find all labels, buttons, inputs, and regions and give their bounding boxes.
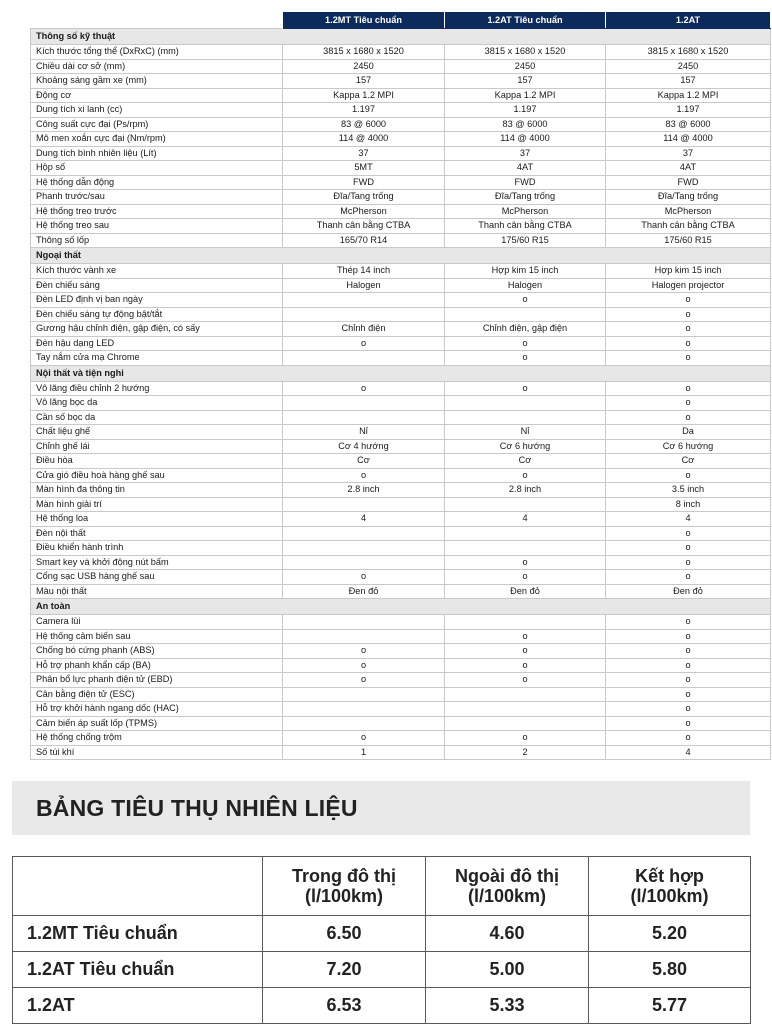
spec-value bbox=[283, 526, 445, 541]
spec-value bbox=[283, 555, 445, 570]
spec-value: 1 bbox=[283, 745, 445, 760]
spec-value: 165/70 R14 bbox=[283, 233, 445, 248]
spec-label: Số túi khí bbox=[31, 745, 283, 760]
spec-value: Cơ bbox=[445, 454, 606, 469]
spec-value bbox=[283, 497, 445, 512]
spec-value: Đen đỏ bbox=[283, 584, 445, 599]
section-header-row bbox=[31, 29, 771, 45]
spec-row bbox=[31, 336, 771, 351]
spec-label: Thông số lốp bbox=[31, 233, 283, 248]
spec-value: o bbox=[283, 658, 445, 673]
spec-value: o bbox=[445, 336, 606, 351]
spec-value: o bbox=[606, 322, 771, 337]
spec-value: o bbox=[606, 410, 771, 425]
spec-row bbox=[31, 658, 771, 673]
spec-row bbox=[31, 541, 771, 556]
spec-label: Hệ thống treo sau bbox=[31, 219, 283, 234]
spec-value: o bbox=[606, 658, 771, 673]
spec-value: Da bbox=[606, 425, 771, 440]
spec-value: 3.5 inch bbox=[606, 483, 771, 498]
fuel-row-label: 1.2AT bbox=[13, 988, 263, 1024]
spec-value bbox=[283, 293, 445, 308]
spec-value: Đĩa/Tang trống bbox=[606, 190, 771, 205]
spec-value: Chỉnh điện bbox=[283, 322, 445, 337]
spec-label: Dung tích xi lanh (cc) bbox=[31, 103, 283, 118]
spec-value bbox=[283, 702, 445, 717]
spec-label: Màu nội thất bbox=[31, 584, 283, 599]
spec-value: 37 bbox=[606, 146, 771, 161]
spec-value: o bbox=[283, 381, 445, 396]
spec-value bbox=[283, 396, 445, 411]
spec-header-col-1: 1.2MT Tiêu chuẩn bbox=[283, 13, 445, 29]
spec-value: o bbox=[606, 570, 771, 585]
spec-row bbox=[31, 264, 771, 279]
spec-value: Kappa 1.2 MPI bbox=[445, 88, 606, 103]
spec-label: Màn hình đa thông tin bbox=[31, 483, 283, 498]
spec-row bbox=[31, 161, 771, 176]
spec-value: McPherson bbox=[445, 204, 606, 219]
spec-value: 2.8 inch bbox=[283, 483, 445, 498]
spec-value: o bbox=[283, 731, 445, 746]
spec-value bbox=[445, 716, 606, 731]
spec-label: Tay nắm cửa mạ Chrome bbox=[31, 351, 283, 366]
fuel-header-combined-title: Kết hợp bbox=[635, 866, 704, 886]
section-header-row bbox=[31, 248, 771, 264]
spec-value: 157 bbox=[445, 74, 606, 89]
spec-row bbox=[31, 322, 771, 337]
spec-row bbox=[31, 351, 771, 366]
spec-value bbox=[445, 702, 606, 717]
spec-value: o bbox=[606, 381, 771, 396]
spec-label: Vô lăng điều chỉnh 2 hướng bbox=[31, 381, 283, 396]
spec-row bbox=[31, 745, 771, 760]
spec-value: 4 bbox=[606, 512, 771, 527]
spec-label: Gương hậu chỉnh điện, gập điện, có sấy bbox=[31, 322, 283, 337]
spec-value: Đĩa/Tang trống bbox=[283, 190, 445, 205]
fuel-value: 7.20 bbox=[263, 952, 426, 988]
section-title: Ngoại thất bbox=[31, 248, 771, 264]
spec-label: Hộp số bbox=[31, 161, 283, 176]
spec-value: 83 @ 6000 bbox=[283, 117, 445, 132]
spec-value bbox=[283, 307, 445, 322]
spec-row bbox=[31, 468, 771, 483]
fuel-header-combined-unit: (l/100km) bbox=[630, 886, 709, 906]
spec-table-header bbox=[31, 13, 771, 29]
spec-label: Khoảng sáng gầm xe (mm) bbox=[31, 74, 283, 89]
spec-row bbox=[31, 293, 771, 308]
spec-value bbox=[445, 497, 606, 512]
spec-value: 4 bbox=[283, 512, 445, 527]
spec-value: Hợp kim 15 inch bbox=[606, 264, 771, 279]
spec-label: Hệ thống treo trước bbox=[31, 204, 283, 219]
fuel-value: 6.53 bbox=[263, 988, 426, 1024]
spec-value: Kappa 1.2 MPI bbox=[606, 88, 771, 103]
fuel-header-extra-urban bbox=[426, 857, 589, 916]
spec-value: Thép 14 inch bbox=[283, 264, 445, 279]
fuel-header-combined bbox=[589, 857, 751, 916]
spec-row bbox=[31, 570, 771, 585]
fuel-banner bbox=[12, 781, 750, 835]
spec-value: o bbox=[606, 702, 771, 717]
spec-value: o bbox=[606, 716, 771, 731]
fuel-row bbox=[13, 916, 751, 952]
spec-value: Đen đỏ bbox=[445, 584, 606, 599]
section-header-row bbox=[31, 599, 771, 615]
fuel-value: 5.77 bbox=[589, 988, 751, 1024]
spec-row bbox=[31, 584, 771, 599]
spec-label: Chỉnh ghế lái bbox=[31, 439, 283, 454]
spec-value: 157 bbox=[606, 74, 771, 89]
spec-row bbox=[31, 555, 771, 570]
spec-value bbox=[445, 396, 606, 411]
spec-row bbox=[31, 644, 771, 659]
spec-value: 83 @ 6000 bbox=[606, 117, 771, 132]
fuel-value: 5.00 bbox=[426, 952, 589, 988]
spec-value bbox=[283, 615, 445, 630]
fuel-header-urban-title: Trong đô thị bbox=[292, 866, 396, 886]
spec-value: o bbox=[445, 629, 606, 644]
spec-value: 37 bbox=[283, 146, 445, 161]
fuel-header-urban-unit: (l/100km) bbox=[304, 886, 384, 906]
fuel-header-blank bbox=[13, 857, 263, 916]
spec-value: Halogen bbox=[283, 278, 445, 293]
spec-row bbox=[31, 483, 771, 498]
spec-value: McPherson bbox=[283, 204, 445, 219]
spec-value bbox=[283, 410, 445, 425]
fuel-value: 5.20 bbox=[589, 916, 751, 952]
spec-value: o bbox=[445, 731, 606, 746]
fuel-header-extra-urban-title: Ngoài đô thị bbox=[455, 866, 559, 886]
spec-value: 114 @ 4000 bbox=[606, 132, 771, 147]
spec-label: Vô lăng bọc da bbox=[31, 396, 283, 411]
spec-value: o bbox=[606, 644, 771, 659]
spec-value: Thanh cân bằng CTBA bbox=[606, 219, 771, 234]
spec-value: Kappa 1.2 MPI bbox=[283, 88, 445, 103]
spec-value: o bbox=[445, 673, 606, 688]
fuel-row bbox=[13, 952, 751, 988]
spec-value: o bbox=[606, 629, 771, 644]
spec-label: Smart key và khởi động nút bấm bbox=[31, 555, 283, 570]
spec-value: 37 bbox=[445, 146, 606, 161]
spec-value: 175/60 R15 bbox=[445, 233, 606, 248]
section-title: An toàn bbox=[31, 599, 771, 615]
spec-row bbox=[31, 396, 771, 411]
spec-value: Chỉnh điện, gập điện bbox=[445, 322, 606, 337]
spec-row bbox=[31, 673, 771, 688]
spec-label: Hệ thống chống trộm bbox=[31, 731, 283, 746]
fuel-table bbox=[12, 856, 751, 1024]
spec-label: Đèn LED định vị ban ngày bbox=[31, 293, 283, 308]
spec-value bbox=[445, 541, 606, 556]
spec-value: 1.197 bbox=[283, 103, 445, 118]
spec-value: FWD bbox=[606, 175, 771, 190]
spec-value: 5MT bbox=[283, 161, 445, 176]
spec-row bbox=[31, 454, 771, 469]
spec-label: Kích thước vành xe bbox=[31, 264, 283, 279]
spec-value: o bbox=[283, 468, 445, 483]
spec-label: Động cơ bbox=[31, 88, 283, 103]
fuel-row-label: 1.2MT Tiêu chuẩn bbox=[13, 916, 263, 952]
spec-row bbox=[31, 731, 771, 746]
spec-value: o bbox=[606, 526, 771, 541]
spec-value bbox=[283, 716, 445, 731]
spec-value: Hợp kim 15 inch bbox=[445, 264, 606, 279]
spec-label: Điều khiển hành trình bbox=[31, 541, 283, 556]
spec-value: 175/60 R15 bbox=[606, 233, 771, 248]
spec-label: Chiều dài cơ sở (mm) bbox=[31, 59, 283, 74]
spec-value: o bbox=[283, 673, 445, 688]
spec-header-col-3: 1.2AT bbox=[606, 13, 771, 29]
spec-row bbox=[31, 702, 771, 717]
spec-row bbox=[31, 233, 771, 248]
spec-value: Đen đỏ bbox=[606, 584, 771, 599]
spec-value: 4 bbox=[606, 745, 771, 760]
spec-value: Cơ 6 hướng bbox=[606, 439, 771, 454]
spec-row bbox=[31, 146, 771, 161]
fuel-value: 5.33 bbox=[426, 988, 589, 1024]
spec-label: Chất liệu ghế bbox=[31, 425, 283, 440]
spec-value: 2450 bbox=[283, 59, 445, 74]
section-header-row bbox=[31, 365, 771, 381]
spec-label: Đèn nội thất bbox=[31, 526, 283, 541]
spec-value: Thanh cân bằng CTBA bbox=[283, 219, 445, 234]
spec-label: Dung tích bình nhiên liệu (Lít) bbox=[31, 146, 283, 161]
section-title: Thông số kỹ thuật bbox=[31, 29, 771, 45]
spec-label: Cổng sạc USB hàng ghế sau bbox=[31, 570, 283, 585]
spec-label: Công suất cực đại (Ps/rpm) bbox=[31, 117, 283, 132]
spec-table-body bbox=[31, 29, 771, 760]
spec-row bbox=[31, 117, 771, 132]
fuel-value: 5.80 bbox=[589, 952, 751, 988]
spec-value: Đĩa/Tang trống bbox=[445, 190, 606, 205]
spec-value: Thanh cân bằng CTBA bbox=[445, 219, 606, 234]
spec-row bbox=[31, 497, 771, 512]
spec-value bbox=[445, 410, 606, 425]
spec-row bbox=[31, 132, 771, 147]
spec-value bbox=[445, 307, 606, 322]
spec-value: 4AT bbox=[445, 161, 606, 176]
spec-value: o bbox=[445, 555, 606, 570]
spec-value: o bbox=[606, 615, 771, 630]
spec-value: 114 @ 4000 bbox=[445, 132, 606, 147]
spec-value: o bbox=[445, 293, 606, 308]
spec-value: o bbox=[445, 381, 606, 396]
spec-label: Phanh trước/sau bbox=[31, 190, 283, 205]
spec-value: o bbox=[606, 687, 771, 702]
spec-row bbox=[31, 204, 771, 219]
spec-row bbox=[31, 307, 771, 322]
spec-label: Camera lùi bbox=[31, 615, 283, 630]
section-title: Nội thất và tiện nghi bbox=[31, 365, 771, 381]
spec-row bbox=[31, 629, 771, 644]
spec-value: o bbox=[606, 468, 771, 483]
spec-value: 3815 x 1680 x 1520 bbox=[445, 45, 606, 60]
spec-value: Nỉ bbox=[283, 425, 445, 440]
spec-value: o bbox=[606, 293, 771, 308]
spec-row bbox=[31, 512, 771, 527]
spec-row bbox=[31, 716, 771, 731]
spec-row bbox=[31, 410, 771, 425]
spec-value: 3815 x 1680 x 1520 bbox=[283, 45, 445, 60]
spec-row bbox=[31, 278, 771, 293]
spec-value: o bbox=[606, 731, 771, 746]
spec-value: FWD bbox=[445, 175, 606, 190]
spec-value: 157 bbox=[283, 74, 445, 89]
spec-label: Phân bổ lực phanh điện tử (EBD) bbox=[31, 673, 283, 688]
spec-value: Halogen bbox=[445, 278, 606, 293]
spec-value: 1.197 bbox=[606, 103, 771, 118]
spec-label: Cân bằng điện tử (ESC) bbox=[31, 687, 283, 702]
fuel-row-label: 1.2AT Tiêu chuẩn bbox=[13, 952, 263, 988]
spec-label: Hệ thống loa bbox=[31, 512, 283, 527]
spec-label: Chống bó cứng phanh (ABS) bbox=[31, 644, 283, 659]
spec-row bbox=[31, 219, 771, 234]
fuel-value: 6.50 bbox=[263, 916, 426, 952]
spec-header-col-2: 1.2AT Tiêu chuẩn bbox=[445, 13, 606, 29]
spec-value: 1.197 bbox=[445, 103, 606, 118]
fuel-table-header bbox=[13, 857, 751, 916]
spec-value: Nỉ bbox=[445, 425, 606, 440]
spec-label: Hệ thống dẫn động bbox=[31, 175, 283, 190]
spec-value: o bbox=[606, 351, 771, 366]
spec-row bbox=[31, 103, 771, 118]
spec-value: o bbox=[445, 644, 606, 659]
spec-value: 83 @ 6000 bbox=[445, 117, 606, 132]
spec-value: FWD bbox=[283, 175, 445, 190]
spec-row bbox=[31, 526, 771, 541]
spec-value: 2 bbox=[445, 745, 606, 760]
fuel-header-urban bbox=[263, 857, 426, 916]
spec-label: Cửa gió điều hoà hàng ghế sau bbox=[31, 468, 283, 483]
spec-row bbox=[31, 74, 771, 89]
spec-value: Halogen projector bbox=[606, 278, 771, 293]
spec-value: 2.8 inch bbox=[445, 483, 606, 498]
spec-label: Đèn hậu dạng LED bbox=[31, 336, 283, 351]
fuel-header-extra-urban-unit: (l/100km) bbox=[467, 886, 547, 906]
spec-value: 4AT bbox=[606, 161, 771, 176]
fuel-row bbox=[13, 988, 751, 1024]
fuel-title: BẢNG TIÊU THỤ NHIÊN LIỆU bbox=[36, 795, 358, 821]
spec-value: 114 @ 4000 bbox=[283, 132, 445, 147]
spec-value: McPherson bbox=[606, 204, 771, 219]
spec-value: o bbox=[445, 351, 606, 366]
spec-value bbox=[445, 687, 606, 702]
spec-row bbox=[31, 687, 771, 702]
spec-value: o bbox=[606, 673, 771, 688]
spec-row bbox=[31, 439, 771, 454]
fuel-value: 4.60 bbox=[426, 916, 589, 952]
spec-table bbox=[30, 12, 771, 760]
spec-value: o bbox=[606, 336, 771, 351]
spec-row bbox=[31, 425, 771, 440]
spec-value: Cơ bbox=[283, 454, 445, 469]
spec-label: Kích thước tổng thể (DxRxC) (mm) bbox=[31, 45, 283, 60]
spec-row bbox=[31, 381, 771, 396]
spec-value: o bbox=[445, 468, 606, 483]
spec-value: o bbox=[606, 555, 771, 570]
spec-value bbox=[445, 615, 606, 630]
spec-value: o bbox=[606, 307, 771, 322]
spec-value: o bbox=[606, 541, 771, 556]
spec-row bbox=[31, 88, 771, 103]
spec-value: Cơ 6 hướng bbox=[445, 439, 606, 454]
spec-row bbox=[31, 190, 771, 205]
spec-label: Đèn chiếu sáng bbox=[31, 278, 283, 293]
spec-value: 8 inch bbox=[606, 497, 771, 512]
spec-label: Hỗ trợ khởi hành ngang dốc (HAC) bbox=[31, 702, 283, 717]
spec-label: Cảm biến áp suất lốp (TPMS) bbox=[31, 716, 283, 731]
spec-value: o bbox=[445, 570, 606, 585]
spec-header-blank bbox=[31, 13, 283, 29]
spec-value bbox=[283, 351, 445, 366]
spec-value bbox=[283, 687, 445, 702]
spec-value: o bbox=[445, 658, 606, 673]
spec-value: 2450 bbox=[445, 59, 606, 74]
spec-value bbox=[283, 541, 445, 556]
spec-value: o bbox=[606, 396, 771, 411]
spec-value: 3815 x 1680 x 1520 bbox=[606, 45, 771, 60]
spec-label: Màn hình giải trí bbox=[31, 497, 283, 512]
spec-row bbox=[31, 45, 771, 60]
spec-label: Hệ thống cảm biến sau bbox=[31, 629, 283, 644]
spec-value: o bbox=[283, 644, 445, 659]
spec-label: Đèn chiếu sáng tự động bật/tắt bbox=[31, 307, 283, 322]
spec-value: 2450 bbox=[606, 59, 771, 74]
spec-row bbox=[31, 59, 771, 74]
spec-value bbox=[445, 526, 606, 541]
fuel-table-body bbox=[13, 916, 751, 1024]
spec-value: 4 bbox=[445, 512, 606, 527]
spec-label: Cần số bọc da bbox=[31, 410, 283, 425]
spec-label: Điều hòa bbox=[31, 454, 283, 469]
spec-row bbox=[31, 175, 771, 190]
spec-value: Cơ bbox=[606, 454, 771, 469]
spec-value: Cơ 4 hướng bbox=[283, 439, 445, 454]
spec-value: o bbox=[283, 570, 445, 585]
spec-label: Hỗ trợ phanh khẩn cấp (BA) bbox=[31, 658, 283, 673]
spec-value bbox=[283, 629, 445, 644]
spec-label: Mô men xoắn cực đại (Nm/rpm) bbox=[31, 132, 283, 147]
spec-row bbox=[31, 615, 771, 630]
spec-value: o bbox=[283, 336, 445, 351]
